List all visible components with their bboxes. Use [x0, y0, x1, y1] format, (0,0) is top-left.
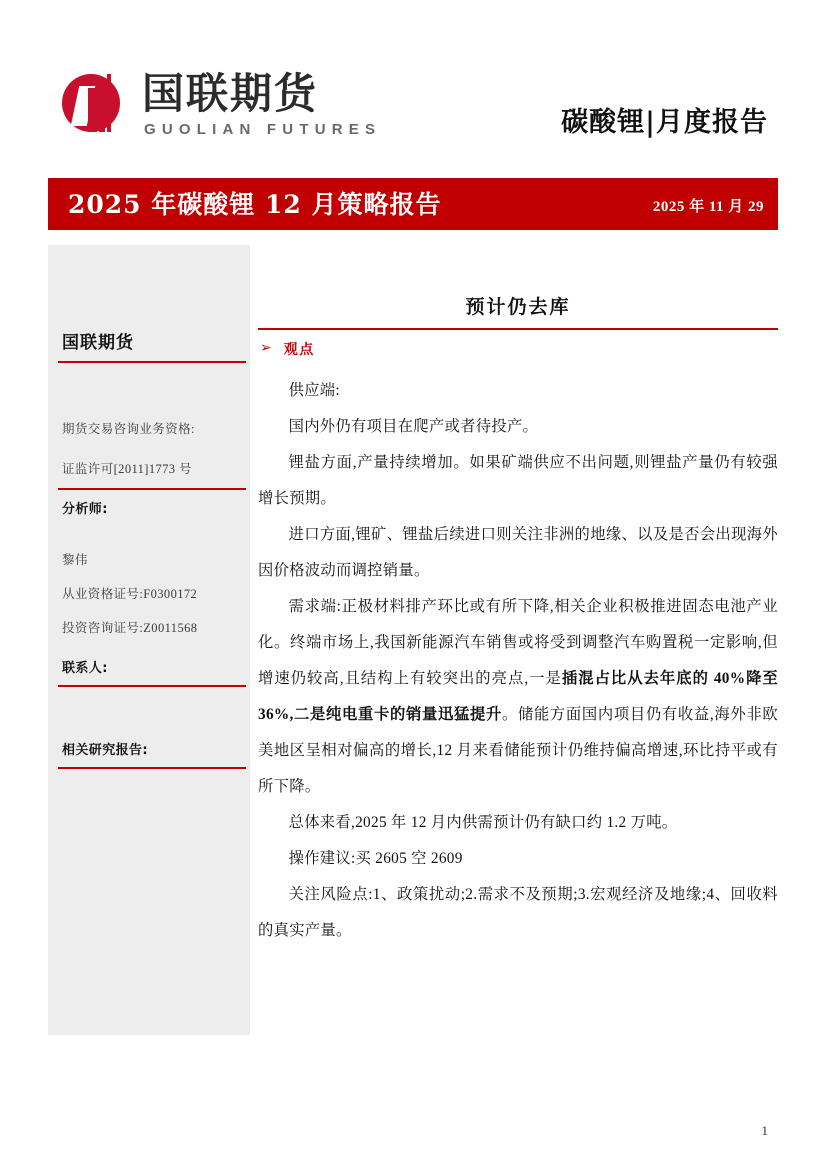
report-body [258, 373, 778, 949]
demand-text-tail: 。储能方面国内项目仍有收益,海外非欧美地区呈相对偏高的增长,12 月来看储能预计仍维持偏高增速,环比持平或有所下降。 [258, 706, 778, 795]
logo-bar-1 [88, 88, 97, 132]
sidebar-divider-4 [58, 767, 246, 769]
main-content [258, 245, 778, 949]
viewpoint-label: 观点 [283, 342, 315, 358]
paragraph-risk-points: 关注风险点:1、政策扰动;2.需求不及预期;3.宏观经济及地缘;4、回收料的真实产量。 [258, 886, 778, 939]
sidebar-brand: 国联期货 [62, 333, 134, 353]
title-divider [258, 328, 778, 330]
masthead [0, 0, 826, 175]
sidebar-qualification-label: 期货交易咨询业务资格: [62, 422, 195, 436]
sidebar-divider-1 [58, 361, 246, 363]
viewpoint-section-header [260, 339, 778, 359]
report-date: 2025 年 11 月 29 [652, 199, 764, 215]
sidebar-divider-2 [58, 488, 246, 490]
logo-bar-3 [107, 74, 111, 132]
paragraph-supply-head: 供应端: [288, 382, 340, 399]
sidebar-panel [48, 245, 250, 1035]
sidebar-analyst-label: 分析师: [62, 502, 108, 517]
page-number: 1 [761, 1123, 768, 1138]
logo-wordmark [142, 69, 382, 138]
demand-text-lead: 需求端:正极材料排产环比或有所下降,相关企业积极推进固态电池产业化。终端市场上,我国新能源汽车销售或将受到调整汽车购置税一定影响,但增速仍较高,且结构上有较突出的亮点,一是 [258, 598, 778, 687]
paragraph-operation-advice: 操作建议:买 2605 空 2609 [288, 850, 463, 867]
sidebar-analyst-name: 黎伟 [62, 553, 88, 567]
sidebar-consulting-certificate: 投资咨询证号:Z0011568 [62, 621, 198, 635]
sidebar-license-number: 证监许可[2011]1773 号 [62, 462, 192, 476]
company-logo [62, 69, 382, 138]
demand-highlight: 插混占比从去年底的 40%降至 36%,二是纯电重卡的销量迅猛提升 [258, 670, 779, 723]
logo-chinese-name: 国联期货 [142, 69, 319, 118]
guolian-logo-icon [62, 72, 128, 138]
logo-english-name: GUOLIAN FUTURES [144, 121, 382, 138]
report-title-banner [48, 178, 778, 230]
logo-bar-2 [99, 80, 105, 132]
paragraph-import: 进口方面,锂矿、锂盐后续进口则关注非洲的地缘、以及是否会出现海外因价格波动而调控销量。 [258, 526, 778, 579]
sidebar-practice-certificate: 从业资格证号:F0300172 [62, 587, 198, 601]
report-title: 2025 年碳酸锂 12 月策略报告 [68, 190, 442, 219]
paragraph-demand [258, 589, 778, 805]
sidebar-related-reports-label: 相关研究报告: [62, 743, 148, 758]
report-type-heading: 碳酸锂|月度报告 [561, 107, 768, 138]
paragraph-summary: 总体来看,2025 年 12 月内供需预计仍有缺口约 1.2 万吨。 [288, 814, 678, 831]
paragraph-lithium-salt: 锂盐方面,产量持续增加。如果矿端供应不出问题,则锂盐产量仍有较强增长预期。 [258, 454, 778, 507]
sidebar-divider-3 [58, 685, 246, 687]
triangle-bullet-icon: ➢ [260, 341, 272, 356]
sidebar-contact-label: 联系人: [62, 661, 108, 676]
paragraph-supply-domestic: 国内外仍有项目在爬产或者待投产。 [288, 418, 539, 435]
page-title: 预计仍去库 [465, 296, 571, 318]
